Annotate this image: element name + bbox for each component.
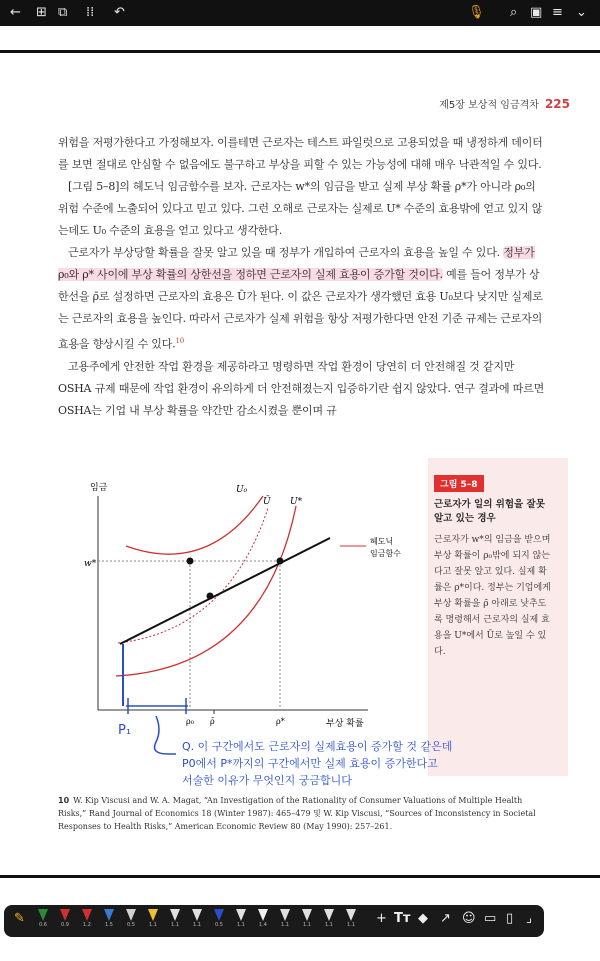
footnote-marker: 10 xyxy=(175,337,184,345)
handwritten-arrow xyxy=(155,716,177,754)
undo-icon[interactable]: ↶ xyxy=(114,5,125,20)
page-icon[interactable]: ▯ xyxy=(506,911,514,926)
curve-u0-label: U₀ xyxy=(236,485,248,495)
pen-size-label: 1.1 xyxy=(171,922,179,928)
pen-size-label: 1.2 xyxy=(83,922,91,928)
paragraph-3-start: 근로자가 부상당할 확률을 잘못 알고 있을 때 정부가 개입하여 근로자의 효용을 높일 수 있다. xyxy=(68,246,504,259)
curve-ustar-label: U* xyxy=(290,497,303,507)
crop-icon[interactable]: ⌟ xyxy=(526,911,533,926)
footnote xyxy=(58,794,548,833)
pen-swatch[interactable] xyxy=(276,909,294,933)
pencil-icon[interactable]: ✎ xyxy=(14,911,25,926)
pen-swatch[interactable] xyxy=(166,909,184,933)
pen-size-label: 1.5 xyxy=(105,922,113,928)
figure-5-8 xyxy=(58,458,568,776)
figure-plot-area xyxy=(58,458,428,776)
curve-u0 xyxy=(126,496,263,554)
chevron-down-icon[interactable]: ⌄ xyxy=(576,5,587,20)
footnote-text: W. Kip Viscusi and W. A. Magat, “An Investigation of the Rationality of Consumer Valuations of Multiple Health Risks,” Rand Journal of Economics 18 (Winter 1987): 465–479 및 W. Kip Viscusi, “Sources of Inconsistency in Societal Responses to Health Risks,” American Economic Review 80 (May 1990): 257–261. xyxy=(58,796,536,831)
hedonic-label-line2: 임금함수 xyxy=(370,549,401,558)
pen-swatch[interactable] xyxy=(34,909,52,933)
paragraph-3-end: 예를 들어 정부가 상한선을 ρ̄로 설정하면 근로자의 효용은 Ū가 된다. 이 값은 근로자가 생각했던 효용 U₀보다 낮지만 실제로는 근로자의 효용을 높인다. 따라서 근로자가 실제 위험을 항상 저평가한다면 안전 기준 규제는 근로자의 효용을 향상시킬 수 있다. xyxy=(58,268,543,351)
tick-pstar: ρ* xyxy=(276,717,285,726)
sticker-icon[interactable]: ☺ xyxy=(462,911,476,926)
hedonic-wage-chart xyxy=(58,458,428,776)
tick-p0: ρ₀ xyxy=(186,717,194,726)
pen-size-label: 0.9 xyxy=(61,922,69,928)
back-arrow-icon[interactable]: ← xyxy=(10,5,21,20)
figure-badge: 그림 5–8 xyxy=(434,475,484,492)
pen-size-label: 1.1 xyxy=(281,922,289,928)
pen-size-label: 1.1 xyxy=(303,922,311,928)
point-ustar-tangency xyxy=(277,558,284,565)
handwritten-question[interactable] xyxy=(182,738,452,789)
curve-ubar xyxy=(118,508,268,643)
question-line-3: 서술한 이유가 무엇인지 궁금합니다 xyxy=(182,774,352,787)
x-axis-label: 부상 확률 xyxy=(326,719,364,729)
pen-swatch[interactable] xyxy=(188,909,206,933)
pen-swatch[interactable] xyxy=(320,909,338,933)
pen-swatch[interactable] xyxy=(210,909,228,933)
line-icon[interactable]: ↗ xyxy=(440,911,451,926)
question-line-2: P0에서 P*까지의 구간에서만 실제 효용이 증가한다고 xyxy=(182,757,438,770)
chapter-title: 제5장 보상적 임금격차 xyxy=(439,100,539,111)
wage-tick-label: w* xyxy=(84,559,97,569)
pen-size-label: 1.4 xyxy=(259,922,267,928)
handwritten-p1-label: P₁ xyxy=(118,723,132,738)
paragraph-4: 고용주에게 안전한 작업 환경을 제공하라고 명령하면 작업 환경이 당연히 더 안전해질 것 같지만 OSHA 규제 때문에 작업 환경이 유의하게 더 안전해졌는지 입증하기란 쉽지 않았다. 연구 결과에 따르면 OSHA는 기업 내 부상 확률을 약간만 감소시켰을 뿐이며 규 xyxy=(58,359,545,417)
pen-size-label: 1.1 xyxy=(237,922,245,928)
pen-size-label: 0.5 xyxy=(127,922,135,928)
pen-swatch[interactable] xyxy=(122,909,140,933)
point-ubar-tangency xyxy=(207,593,214,600)
grid-icon[interactable]: ⊞ xyxy=(36,5,47,20)
point-u0-tangency xyxy=(187,558,194,565)
paragraph-3 xyxy=(58,242,546,356)
viewer-top-bar xyxy=(0,0,600,26)
pen-swatch[interactable] xyxy=(298,909,316,933)
curve-ubar-label: Ū xyxy=(263,497,271,507)
pen-swatch[interactable] xyxy=(144,909,162,933)
reader-icon[interactable]: ▣ xyxy=(530,5,543,20)
comment-icon[interactable]: ▭ xyxy=(484,911,497,926)
annotation-toolbar xyxy=(4,905,544,937)
hedonic-label-line1: 헤도닉 xyxy=(370,537,394,546)
figure-title: 근로자가 일의 위험을 잘못 알고 있는 경우 xyxy=(434,499,545,524)
pen-size-label: 1.1 xyxy=(325,922,333,928)
search-icon[interactable]: ⌕ xyxy=(510,5,518,20)
export-icon[interactable]: ⧉ xyxy=(58,5,68,20)
body-text xyxy=(58,132,546,422)
pen-swatch[interactable] xyxy=(100,909,118,933)
plus-icon[interactable]: + xyxy=(376,911,387,926)
pen-swatch[interactable] xyxy=(342,909,360,933)
pen-size-label: 0.6 xyxy=(39,922,47,928)
pen-swatch[interactable] xyxy=(56,909,74,933)
pen-row xyxy=(34,909,364,933)
y-axis-label: 임금 xyxy=(90,483,108,493)
figure-caption xyxy=(434,472,554,660)
page-number: 225 xyxy=(544,97,570,111)
pen-swatch[interactable] xyxy=(232,909,250,933)
pen-swatch[interactable] xyxy=(254,909,272,933)
footnote-number: 10 xyxy=(58,796,70,805)
highlighted-sentence[interactable]: 정부가 ρ₀와 ρ* 사이에 부상 확률의 상한선을 정하면 근로자의 실제 효용이 증가할 것이다. xyxy=(58,246,535,281)
mic-icon[interactable]: 🎙 xyxy=(468,5,485,20)
apps-icon[interactable]: ⁞⁞ xyxy=(86,5,95,20)
question-line-1: Q. 이 구간에서도 근로자의 실제효용이 증가할 것 같은데 xyxy=(182,740,453,753)
paragraph-2: [그림 5–8]의 헤도닉 임금함수를 보자. 근로자는 w*의 임금을 받고 실제 부상 확률 ρ*가 아니라 ρ₀의 위험 수준에 노출되어 있다고 믿고 있다. 그런 오해로 근로자는 실제로 U* 수준의 효용밖에 얻고 있지 않는데도 U₀ 수준의 효용을 얻고 있다고 생각한다. xyxy=(58,180,543,237)
tick-pbar: ρ̄ xyxy=(210,717,215,726)
running-header xyxy=(439,96,570,111)
hedonic-wage-line xyxy=(120,538,330,644)
pen-swatch[interactable] xyxy=(78,909,96,933)
pen-size-label: 1.1 xyxy=(149,922,157,928)
pen-size-label: 0.5 xyxy=(215,922,223,928)
list-icon[interactable]: ≡ xyxy=(552,5,563,20)
page-bottom-border xyxy=(0,875,600,878)
page-top-border xyxy=(0,50,600,53)
eraser-icon[interactable]: ◆ xyxy=(418,911,428,926)
pen-size-label: 1.1 xyxy=(193,922,201,928)
paragraph-1: 위험을 저평가한다고 가정해보자. 이를테면 근로자는 테스트 파일럿으로 고용되었을 때 냉정하게 데이터를 보면 절대로 안심할 수 없음에도 불구하고 부상을 피할 수 있는 가능성에 대해 매우 낙관적일 수 있다. xyxy=(58,136,543,171)
curve-ustar xyxy=(116,506,296,676)
pen-size-label: 1.1 xyxy=(347,922,355,928)
figure-description: 근로자가 w*의 임금을 받으며 부상 확률이 ρ₀밖에 되지 않는다고 잘못 알고 있다. 실제 확률은 ρ*이다. 정부는 기업에게 부상 확률을 ρ̄ 아래로 낮추도록 명령해서 근로자의 실제 효용을 U*에서 Ū로 높일 수 있다. xyxy=(434,535,551,657)
text-icon[interactable]: Tт xyxy=(394,911,411,926)
